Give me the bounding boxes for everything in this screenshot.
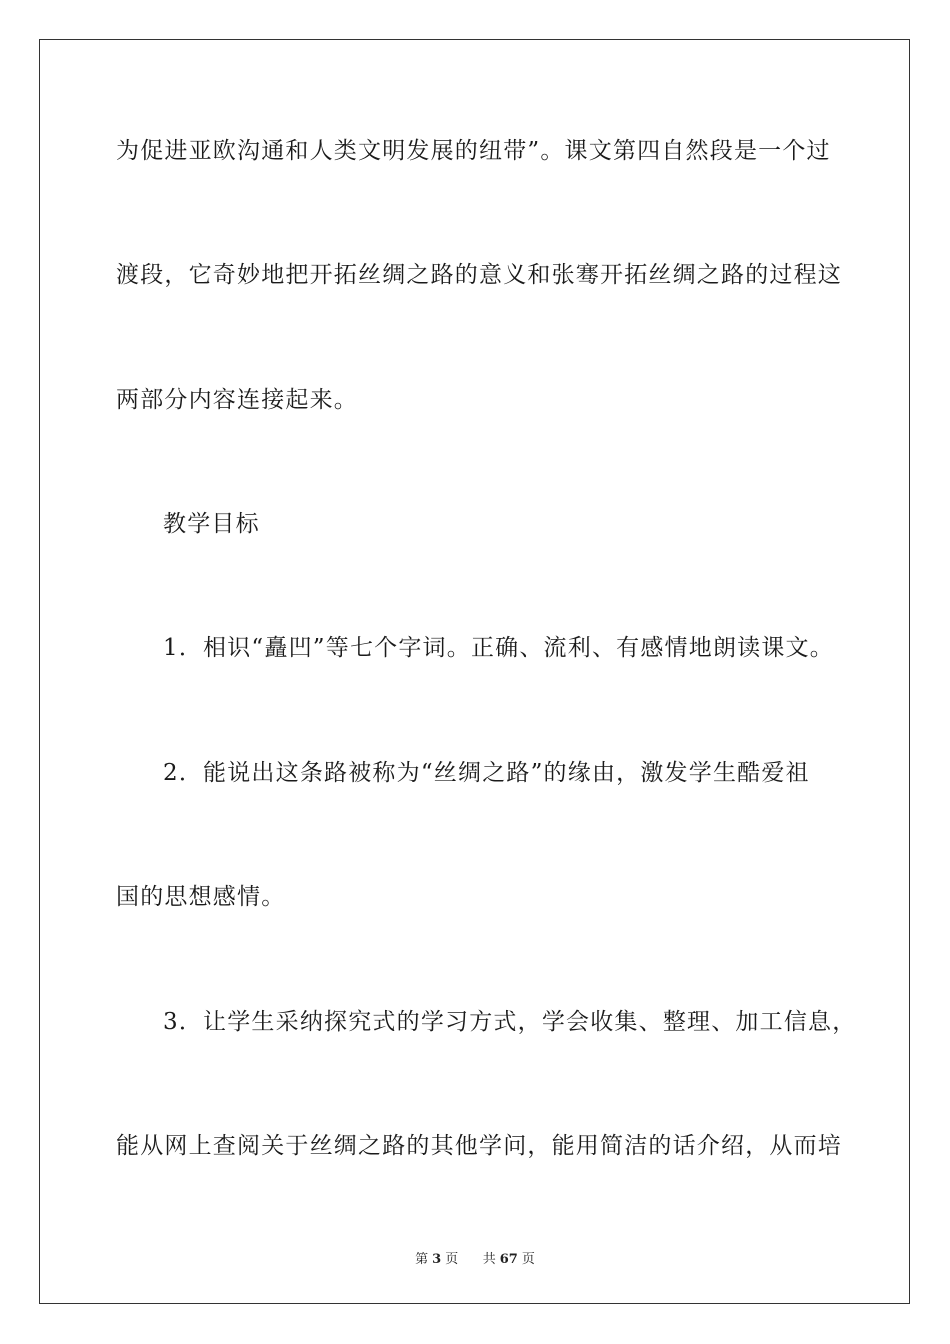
goal-item-2-continued: 国的思想感情。 [116,884,286,910]
body-text-line-3: 两部分内容连接起来。 [116,387,358,413]
current-page-number: 3 [432,1252,442,1267]
section-heading-teaching-goals: 教学目标 [163,511,260,537]
body-text-line-1: 为促进亚欧沟通和人类文明发展的纽带”。课文第四自然段是一个过 [116,138,831,164]
goal-item-2: 2．能说出这条路被称为“丝绸之路”的缘由，激发学生酷爱祖 [163,760,810,786]
goal-item-3-continued: 能从网上查阅关于丝绸之路的其他学问，能用简洁的话介绍，从而培 [116,1133,842,1159]
page-border [39,39,910,1304]
page-number-label: 第 3 页 [415,1252,459,1267]
total-page-count: 67 [499,1252,518,1267]
goal-item-3: 3．让学生采纳探究式的学习方式，学会收集、整理、加工信息， [163,1009,857,1035]
body-text-line-2: 渡段，它奇妙地把开拓丝绸之路的意义和张骞开拓丝绸之路的过程这 [116,262,842,288]
goal-item-1: 1．相识“矗凹”等七个字词。正确、流利、有感情地朗读课文。 [163,635,834,661]
page-footer [0,1248,950,1267]
total-pages-label: 共 67 页 [482,1252,535,1267]
